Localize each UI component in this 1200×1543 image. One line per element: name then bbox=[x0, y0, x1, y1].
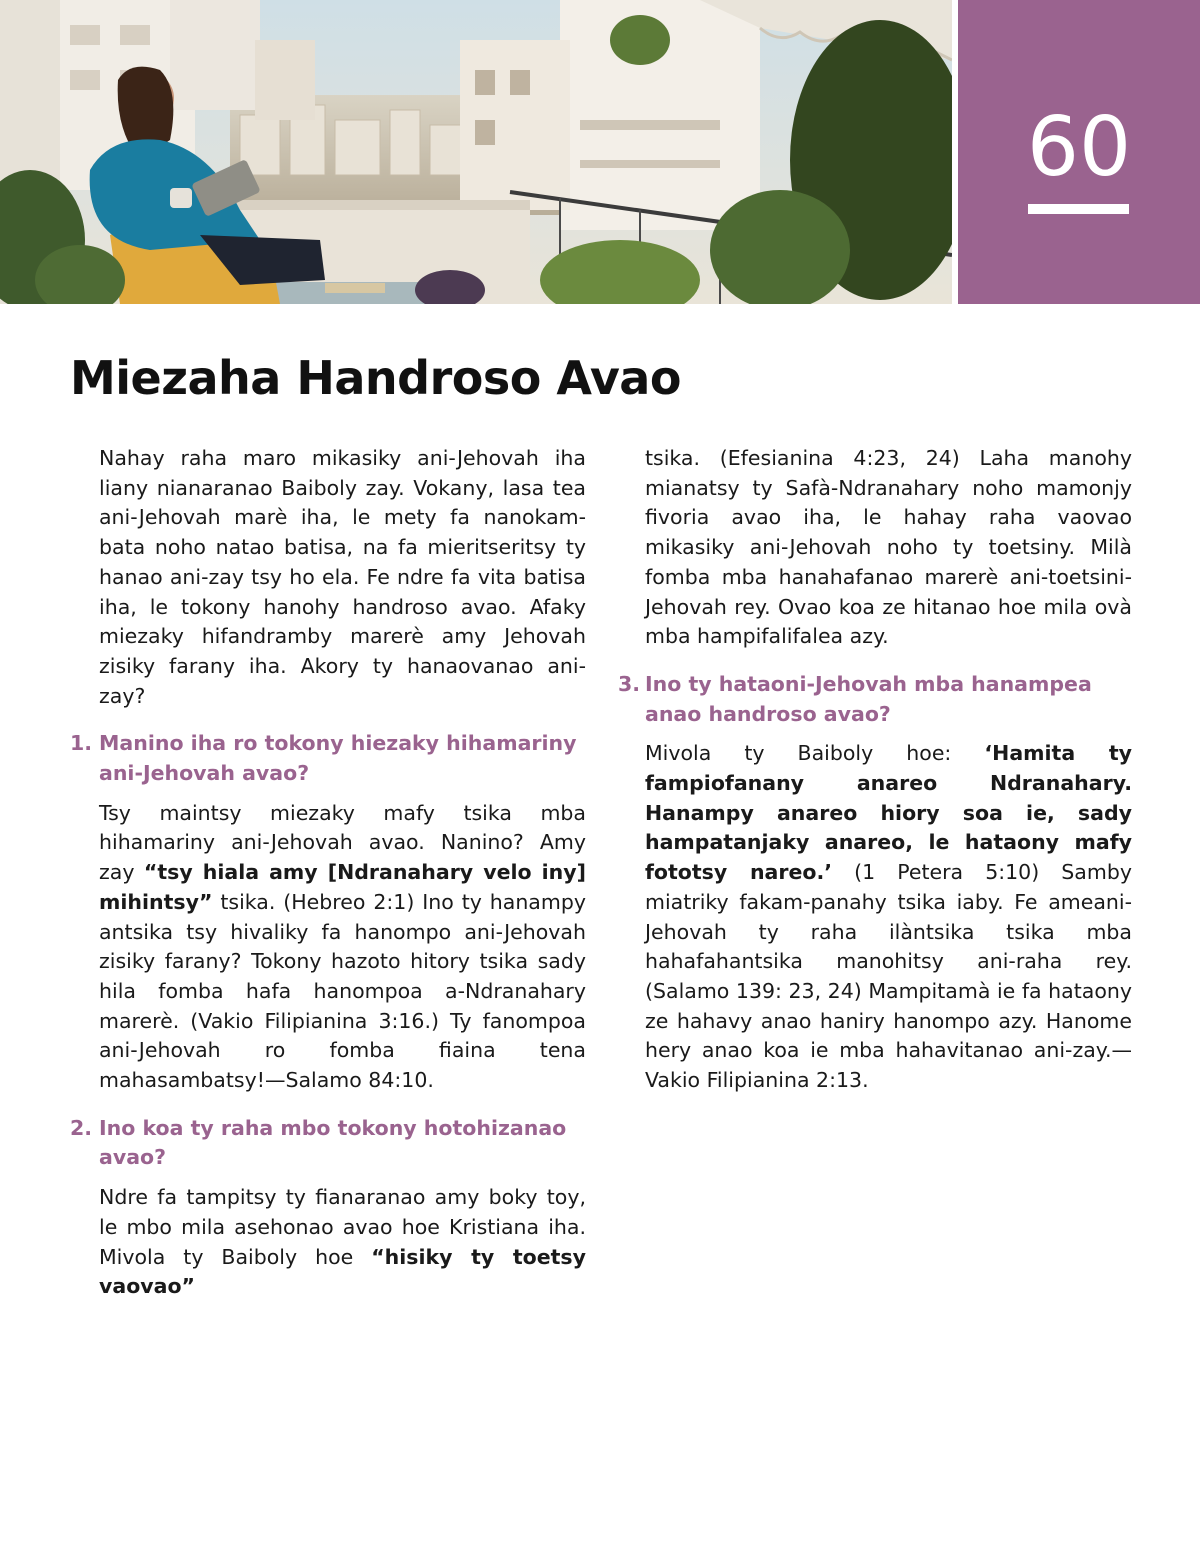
bold-scripture-quote: “tsy hiala amy [Ndranahary velo iny] mihintsy” bbox=[99, 860, 586, 914]
right-column bbox=[618, 444, 1132, 1096]
question-number: 1. bbox=[70, 731, 93, 756]
answer-2-paragraph bbox=[99, 1183, 586, 1302]
answer-text: (1 Petera 5:10) Samby miatriky fakam-panahy tsika iaby. Fe ameani-Jehovah ty raha ilàntsika tsika mba hahafahantsika manohitsy ani-raha rey. (Salamo 139: 23, 24) Mampitamà ie fa hataony ze hahavy anao haniry hanompo azy. Hanome hery anao koa ie mba hahavitanao ani-zay.—Vakio Filipianina 2:13. bbox=[645, 860, 1132, 1093]
question-text: Manino iha ro tokony hiezaky hihamariny ani-Jehovah avao? bbox=[99, 731, 577, 786]
question-text: Ino ty hataoni-Jehovah mba hanampea anao handroso avao? bbox=[645, 671, 1092, 726]
question-3 bbox=[618, 670, 1132, 729]
question-1 bbox=[70, 729, 586, 788]
answer-3-paragraph bbox=[645, 739, 1132, 1095]
intro-paragraph: Nahay raha maro mikasiky ani-Jehovah iha liany nianaranao Baiboly zay. Vokany, lasa tea ani-Jehovah marè iha, le mety fa nanokam-bata noho natao batisa, na fa mieritseritsy ty hanao ani-zay tsy ho ela. Fe ndre fa vita batisa iha, le tokony hanohy handroso avao. Afaky miezaky hifandramby marerè amy Jehovah zisiky farany iha. Akory ty hanaovanao ani-zay? bbox=[99, 446, 586, 708]
answer-text: tsika. (Hebreo 2:1) Ino ty hanampy antsika tsy hivaliky fa hanompo ani-Jehovah zisiky farany? Tokony hazoto hitory tsika sady hila fomba hafa hanompoa a-Ndranahary marerè. (Vakio Filipianina 3:16.) Ty fanompoa ani-Jehovah ro fomba fiaina tena mahasambatsy!—Salamo 84:10. bbox=[99, 889, 586, 1093]
bold-scripture-quote: ‘Hamita ty fampiofanany anareo Ndranahary. Hanampy anareo hiory soa ie, sady hampatanjaky anareo, le hataony mafy fototsy nareo.’ bbox=[645, 741, 1132, 885]
answer-1-paragraph bbox=[99, 799, 586, 1096]
page-title: Miezaha Handroso Avao bbox=[70, 351, 681, 405]
hero-photo bbox=[0, 0, 952, 304]
question-number: 2. bbox=[70, 1115, 93, 1140]
question-number: 3. bbox=[618, 671, 641, 696]
question-text: Ino koa ty raha mbo tokony hotohizanao avao? bbox=[99, 1115, 567, 1170]
balcony-city-illustration bbox=[0, 0, 952, 304]
lesson-number-badge bbox=[958, 0, 1200, 304]
left-column bbox=[70, 444, 586, 1302]
answer-text: Ndre fa tampitsy ty fianaranao amy boky toy, le mbo mila asehonao avao hoe Kristiana iha. Mivola ty Baiboly hoe bbox=[99, 1185, 586, 1269]
answer-text: Mivola ty Baiboly hoe: bbox=[645, 741, 985, 766]
lesson-number: 60 bbox=[1026, 100, 1132, 195]
answer-text: Tsy maintsy miezaky mafy tsika mba hihamariny ani-Jehovah avao. Nanino? Amy zay bbox=[99, 800, 586, 885]
bold-scripture-quote: “hisiky ty toetsy vaovao” bbox=[99, 1244, 586, 1299]
question-2 bbox=[70, 1114, 586, 1173]
badge-underline bbox=[1028, 204, 1129, 214]
answer-2-continuation: tsika. (Efesianina 4:23, 24) Laha manohy mianatsy ty Safà-Ndranahary noho mamonjy fivoria avao iha, le hahay raha vaovao mikasiky ani-Jehovah noho ty toetsiny. Milà fomba mba hanahafanao marerè ani-toetsini-Jehovah rey. Ovao koa ze hitanao hoe mila ovà mba hampifalifalea azy. bbox=[645, 446, 1132, 649]
